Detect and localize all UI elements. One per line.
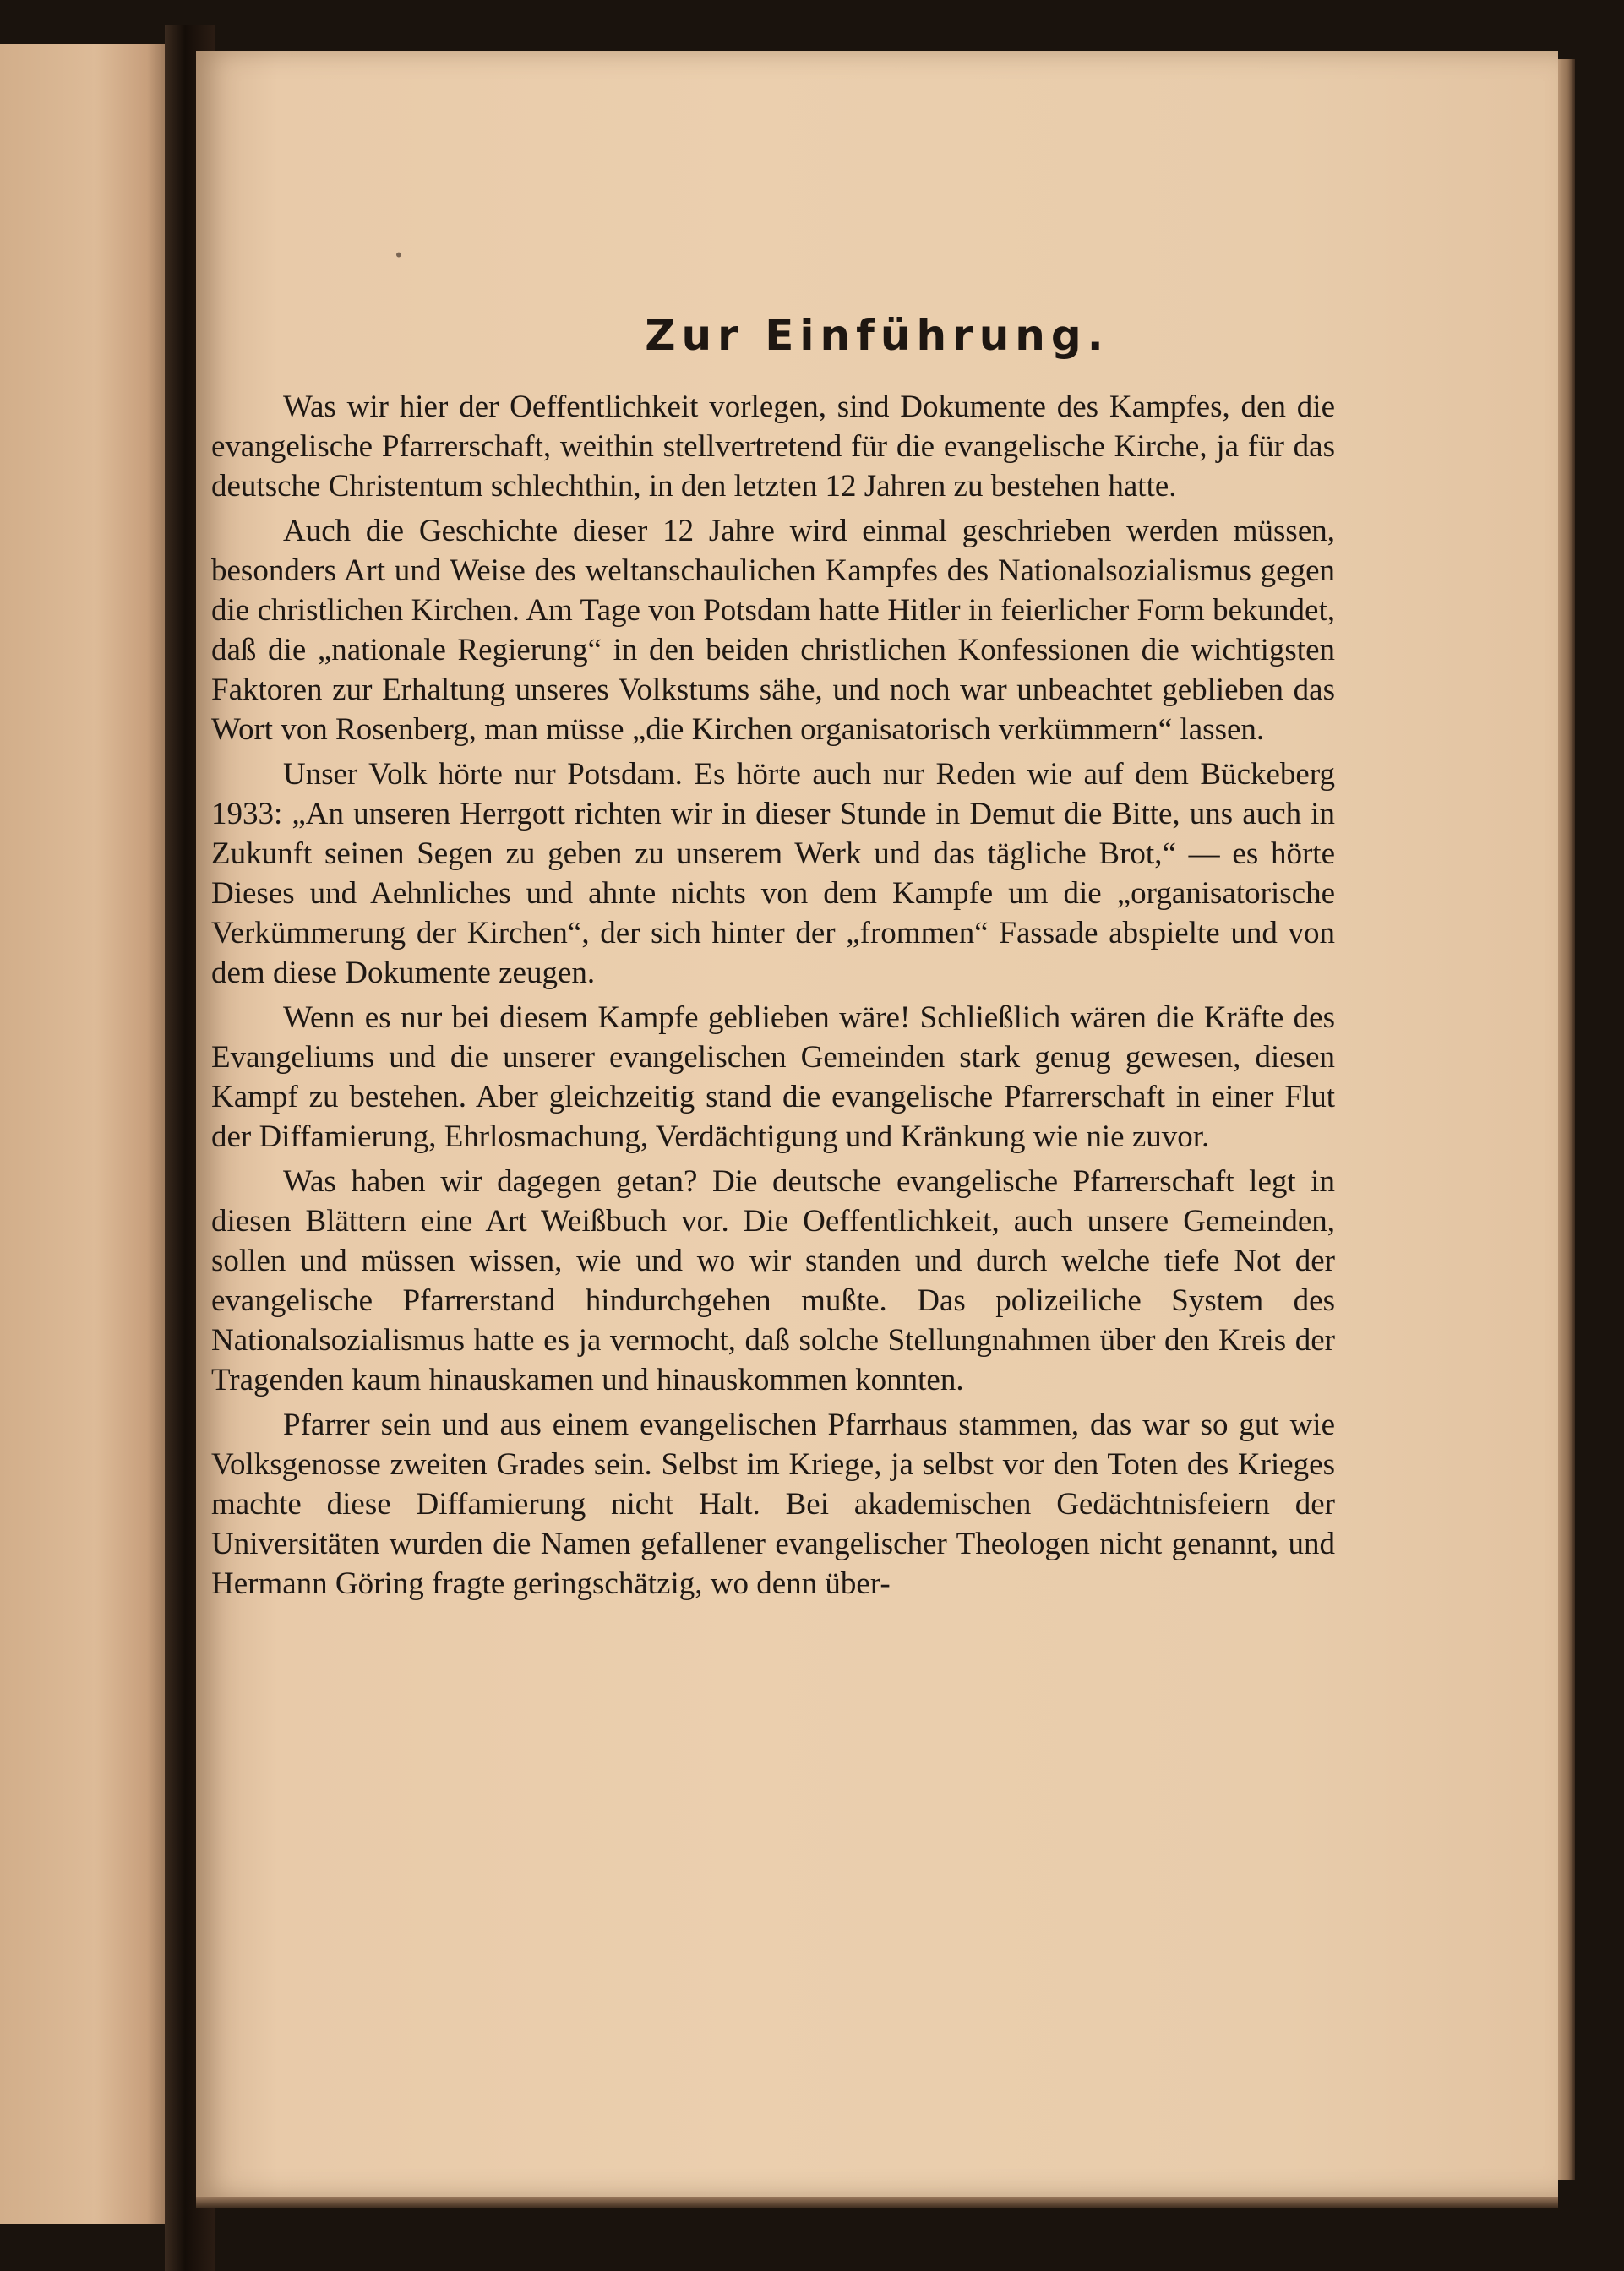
- paragraph: Auch die Geschichte dieser 12 Jahre wird einmal geschrieben werden müssen, besonders Art und Weise des weltanschaulichen Kampfes des Nationalsozialismus gegen die christlichen Kirchen. Am Tage von Potsdam hatte Hitler in feierlicher Form bekundet, daß die „nationale Regierung“ in den beiden christlichen Konfessionen die wichtigsten Faktoren zur Erhaltung unseres Volkstums sähe, und noch war unbeachtet geblieben das Wort von Rosenberg, man müsse „die Kirchen organisatorisch verkümmern“ lassen.: [211, 514, 1335, 747]
- page-title: Zur Einführung.: [645, 311, 1109, 360]
- paragraph: Unser Volk hörte nur Potsdam. Es hörte auch nur Reden wie auf dem Bückeberg 1933: „An unseren Herrgott richten wir in dieser Stunde in Demut die Bitte, uns auch in Zukunft seinen Segen zu geben zu unserem Werk und das tägliche Brot,“ — es hörte Dieses und Aehnliches und ahnte nichts von dem Kampfe um die „organisatorische Verkümmerung der Kirchen“, der sich hinter der „frommen“ Fassade abspielte und von dem diese Dokumente zeugen.: [211, 757, 1335, 990]
- paragraph: Was haben wir dagegen getan? Die deutsche evangelische Pfarrerschaft legt in diesen Blättern eine Art Weißbuch vor. Die Oeffentlichkeit, auch unsere Gemeinden, sollen und müssen wissen, wie und wo wir standen und durch welche tiefe Not der evangelische Pfarrerstand hindurchgehen mußte. Das polizeiliche System des Nationalsozialismus hatte es ja vermocht, daß solche Stellungnahmen über den Kreis der Tragenden kaum hinauskamen und hinauskommen konnten.: [211, 1164, 1335, 1397]
- left-page-edge: [0, 44, 173, 2224]
- introduction-text: [211, 387, 1335, 1604]
- page-stack-edge: [1558, 59, 1575, 2180]
- paragraph: Was wir hier der Oeffentlichkeit vorlegen, sind Dokumente des Kampfes, den die evangelische Pfarrerschaft, weithin stellvertretend für die evangelische Kirche, ja für das deutsche Christentum schlechthin, in den letzten 12 Jahren zu bestehen hatte.: [211, 389, 1335, 504]
- paragraph: Pfarrer sein und aus einem evangelischen Pfarrhaus stammen, das war so gut wie Volksgenosse zweiten Grades sein. Selbst im Kriege, ja selbst vor den Toten des Krieges machte diese Diffamierung nicht Halt. Bei akademischen Gedächtnisfeiern der Universitäten wurden die Namen gefallener evangelischer Theologen nicht genannt, und Hermann Göring fragte geringschätzig, wo denn über-: [211, 1408, 1335, 1601]
- page-bottom-edge: [196, 2197, 1558, 2208]
- paragraph: Wenn es nur bei diesem Kampfe geblieben wäre! Schließlich wären die Kräfte des Evangeliums und die unserer evangelischen Gemeinden stark genug gewesen, diesen Kampf zu bestehen. Aber gleichzeitig stand die evangelische Pfarrerschaft in einer Flut der Diffamierung, Ehrlosmachung, Verdächtigung und Kränkung wie nie zuvor.: [211, 1000, 1335, 1154]
- page-speck: •: [394, 245, 404, 265]
